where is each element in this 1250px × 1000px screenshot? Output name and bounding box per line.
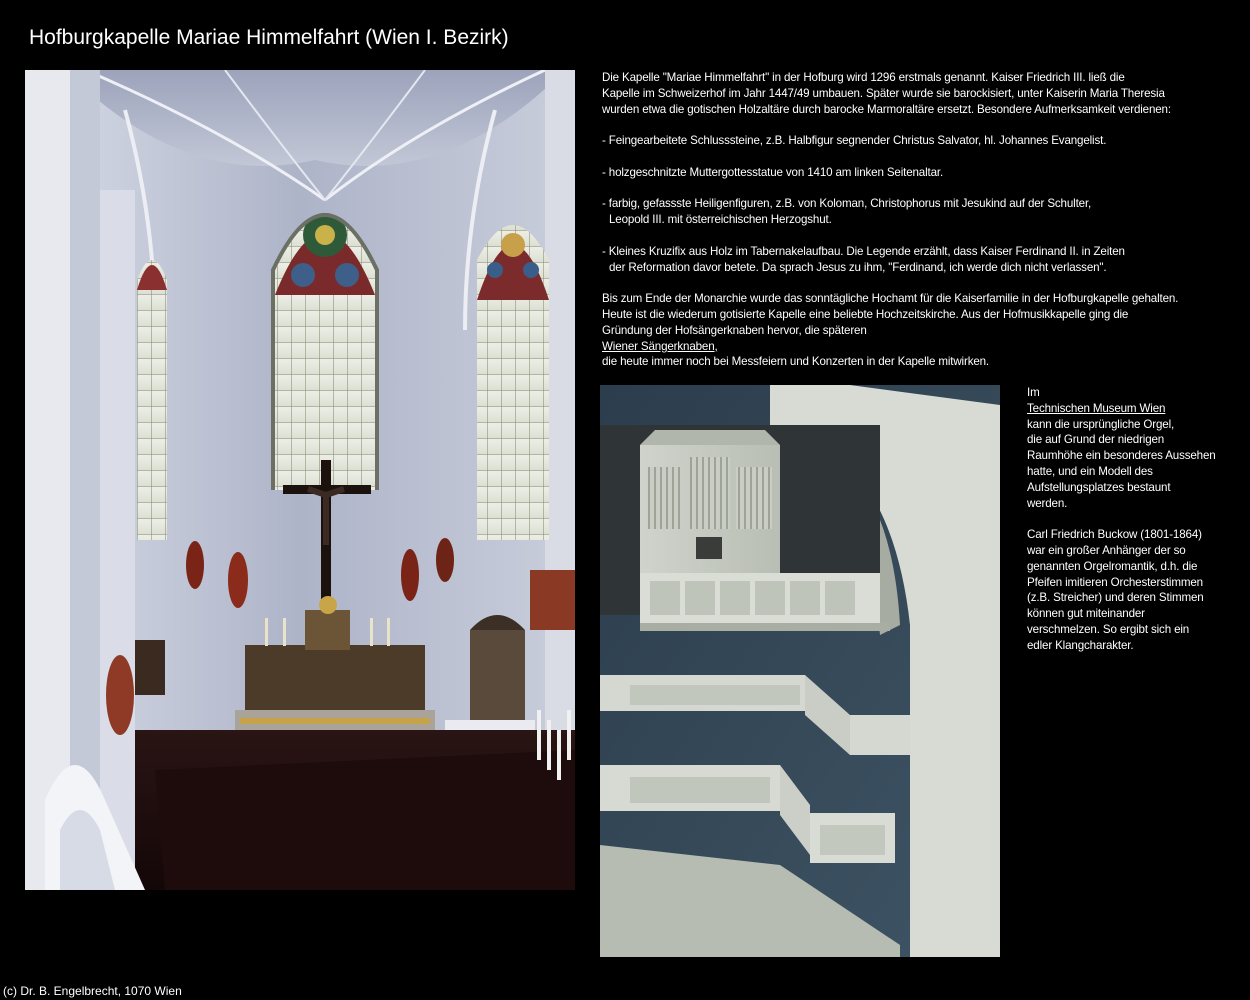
list-item-keystones: - Feingearbeitete Schlusssteine, z.B. Halbfigur segnender Christus Salvator, hl. Johannes Evangelist. <box>602 134 1107 148</box>
list-item-saint-figures: - farbig, gefassste Heiligenfiguren, z.B. von Koloman, Christophorus mit Jesukind auf der Schulter, <box>602 197 1092 211</box>
organ-description <box>1027 385 1247 654</box>
buckow-text-line: Pfeifen imitieren Orchesterstimmen <box>1027 575 1203 589</box>
page-title: Hofburgkapelle Mariae Himmelfahrt (Wien I. Bezirk) <box>29 26 509 49</box>
description-line: Die Kapelle "Mariae Himmelfahrt" in der Hofburg wird 1296 erstmals genannt. Kaiser Friedrich III. ließ die <box>602 71 1125 84</box>
organ-text-line: hatte, und ein Modell des <box>1027 464 1153 478</box>
organ-text-line: kann die ursprüngliche Orgel, <box>1027 417 1175 431</box>
chapel-description <box>602 70 1242 370</box>
buckow-text-line: war ein großer Anhänger der so <box>1027 543 1186 557</box>
technisches-museum-link[interactable]: Technischen Museum Wien <box>1027 401 1166 415</box>
closing-line: die heute immer noch bei Messfeiern und Konzerten in der Kapelle mitwirken. <box>602 355 990 369</box>
organ-text-line: Raumhöhe ein besonderes Aussehen <box>1027 449 1216 463</box>
copyright-notice: (c) Dr. B. Engelbrecht, 1070 Wien <box>3 984 182 998</box>
organ-text-line: die auf Grund der niedrigen <box>1027 433 1165 447</box>
list-item-saint-figures-cont: Leopold III. mit österreichischen Herzogshut. <box>609 213 832 227</box>
description-line: Kapelle im Schweizerhof im Jahr 1447/49 umbauen. Später wurde sie barockisiert, unter Kaiserin Maria Theresia <box>602 86 1165 100</box>
buckow-text-line: genannten Orgelromantik, d.h. die <box>1027 559 1198 573</box>
buckow-text-line: (z.B. Streicher) und deren Stimmen <box>1027 591 1204 605</box>
wiener-saengerknaben-link[interactable]: Wiener Sängerknaben, <box>602 339 718 353</box>
closing-line: Heute ist die wiederum gotisierte Kapelle eine beliebte Hochzeitskirche. Aus der Hofmusikkapelle ging die <box>602 307 1129 321</box>
buckow-text-line: können gut miteinander <box>1027 607 1145 621</box>
organ-model-photo <box>600 385 1000 957</box>
closing-line: Gründung der Hofsängerknaben hervor, die späteren <box>602 323 867 337</box>
description-line: wurden etwa die gotischen Holzaltäre durch barocke Marmoraltäre ersetzt. Besondere Aufmerksamkeit verdienen: <box>602 102 1171 116</box>
buckow-text-line: edler Klangcharakter. <box>1027 638 1134 652</box>
buckow-text-line: verschmelzen. So ergibt sich ein <box>1027 622 1190 636</box>
chapel-interior-photo <box>25 70 575 890</box>
list-item-crucifix: - Kleines Kruzifix aus Holz im Tabernakelaufbau. Die Legende erzählt, dass Kaiser Ferdinand II. in Zeiten <box>602 244 1125 258</box>
organ-text-line: Aufstellungsplatzes bestaunt <box>1027 480 1171 494</box>
buckow-text-line: Carl Friedrich Buckow (1801-1864) <box>1027 528 1202 542</box>
organ-text-prefix: Im <box>1027 386 1040 399</box>
organ-text-line: werden. <box>1027 496 1068 510</box>
list-item-crucifix-cont: der Reformation davor betete. Da sprach Jesus zu ihm, "Ferdinand, ich werde dich nicht verlassen". <box>609 260 1107 274</box>
closing-line: Bis zum Ende der Monarchie wurde das sonntägliche Hochamt für die Kaiserfamilie in der Hofburgkapelle gehalten. <box>602 292 1179 306</box>
list-item-madonna-statue: - holzgeschnitzte Muttergottesstatue von 1410 am linken Seitenaltar. <box>602 165 944 179</box>
